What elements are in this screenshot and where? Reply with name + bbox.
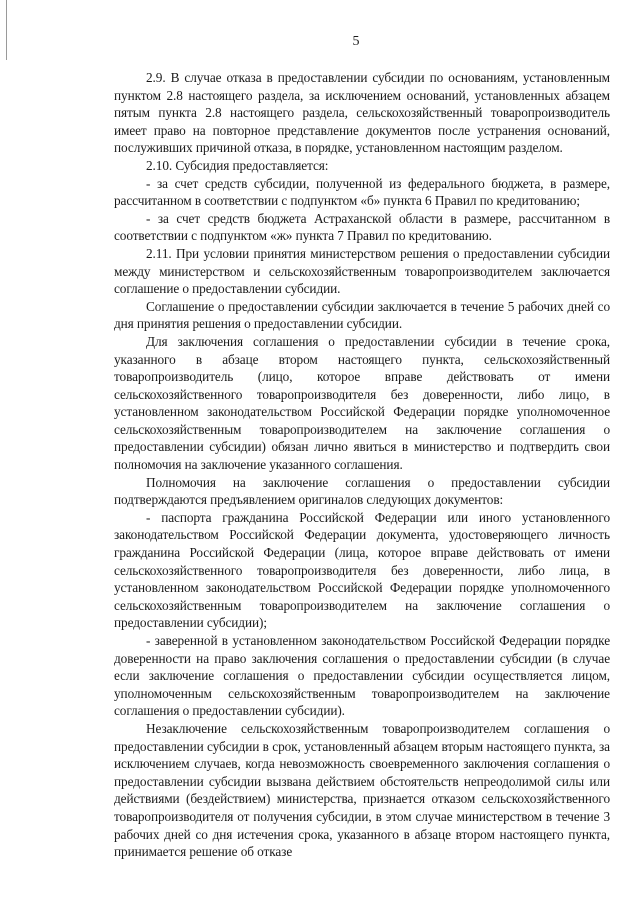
- paragraph-2-11: 2.11. При условии принятия министерством решения о предоставлении субсидии между министерством и сельскохозяйственным товаропроизводителем заключается соглашение о предоставлении субсидии.: [114, 245, 610, 297]
- list-item-regional-budget: - за счет средств бюджета Астраханской области в размере, рассчитанном в соответствии с подпунктом «ж» пункта 7 Правил по кредитованию.: [114, 210, 610, 244]
- scan-edge-line: [6, 0, 7, 60]
- paragraph-2-10: 2.10. Субсидия предоставляется:: [146, 157, 329, 173]
- paragraph-authority-documents: Полномочия на заключение соглашения о предоставлении субсидии подтверждаются предъявлением оригиналов следующих документов:: [114, 474, 610, 508]
- document-body: [114, 69, 610, 861]
- paragraph-agreement-term: Соглашение о предоставлении субсидии заключается в течение 5 рабочих дней со дня принятия решения о предоставлении субсидии.: [114, 298, 610, 332]
- paragraph-non-conclusion: Незаключение сельскохозяйственным товаропроизводителем соглашения о предоставлении субсидии в срок, установленный абзацем вторым настоящего пункта, за исключением случаев, когда невозможность своевременного заключения соглашения о предоставлении субсидии вызвана действием обстоятельств непреодолимой силы или действиями (бездействием) министерства, признается отказом сельскохозяйственного товаропроизводителя от получения субсидии, в этом случае министерством в течение 3 рабочих дней со дня истечения срока, указанного в абзаце втором настоящего пункта, принимается решение об отказе: [114, 720, 610, 860]
- page-number: 5: [352, 34, 360, 49]
- paragraph-2-9: 2.9. В случае отказа в предоставлении субсидии по основаниям, установленным пунктом 2.8 настоящего раздела, за исключением оснований, установленных абзацем пятым пункта 2.8 настоящего раздела, сельскохозяйственный товаропроизводитель имеет право на повторное представление документов после устранения оснований, послуживших причиной отказа, в порядке, установленном настоящим разделом.: [114, 70, 610, 156]
- list-item-federal-budget: - за счет средств субсидии, полученной из федерального бюджета, в размере, рассчитанном в соответствии с подпунктом «б» пункта 6 Правил по кредитованию;: [114, 175, 610, 209]
- list-item-passport: - паспорта гражданина Российской Федерации или иного установленного законодательством Российской Федерации документа, удостоверяющего личность гражданина Российской Федерации (лица, которое вправе действовать от имени сельскохозяйственного товаропроизводителя без доверенности, либо лица, в установленном законодательством Российской Федерации порядке уполномоченного сельскохозяйственным товаропроизводителем на заключение соглашения о предоставлении субсидии);: [114, 509, 610, 631]
- list-item-power-of-attorney: - заверенной в установленном законодательством Российской Федерации порядке доверенности на право заключения соглашения о предоставлении субсидии (в случае если заключение соглашения о предоставлении субсидии осуществляется лицом, уполномоченным сельскохозяйственным товаропроизводителем на заключение соглашения о предоставлении субсидии).: [114, 633, 610, 719]
- paragraph-agreement-procedure: Для заключения соглашения о предоставлении субсидии в течение срока, указанного в абзаце втором настоящего пункта, сельскохозяйственный товаропроизводитель (лицо, которое вправе действовать от имени сельскохозяйственного товаропроизводителя без доверенности, либо лицо, в установленном законодательством Российской Федерации порядке уполномоченное сельскохозяйственным товаропроизводителем на заключение соглашения о предоставлении субсидии) обязан лично явиться в министерство и подтвердить свои полномочия на заключение указанного соглашения.: [114, 333, 610, 473]
